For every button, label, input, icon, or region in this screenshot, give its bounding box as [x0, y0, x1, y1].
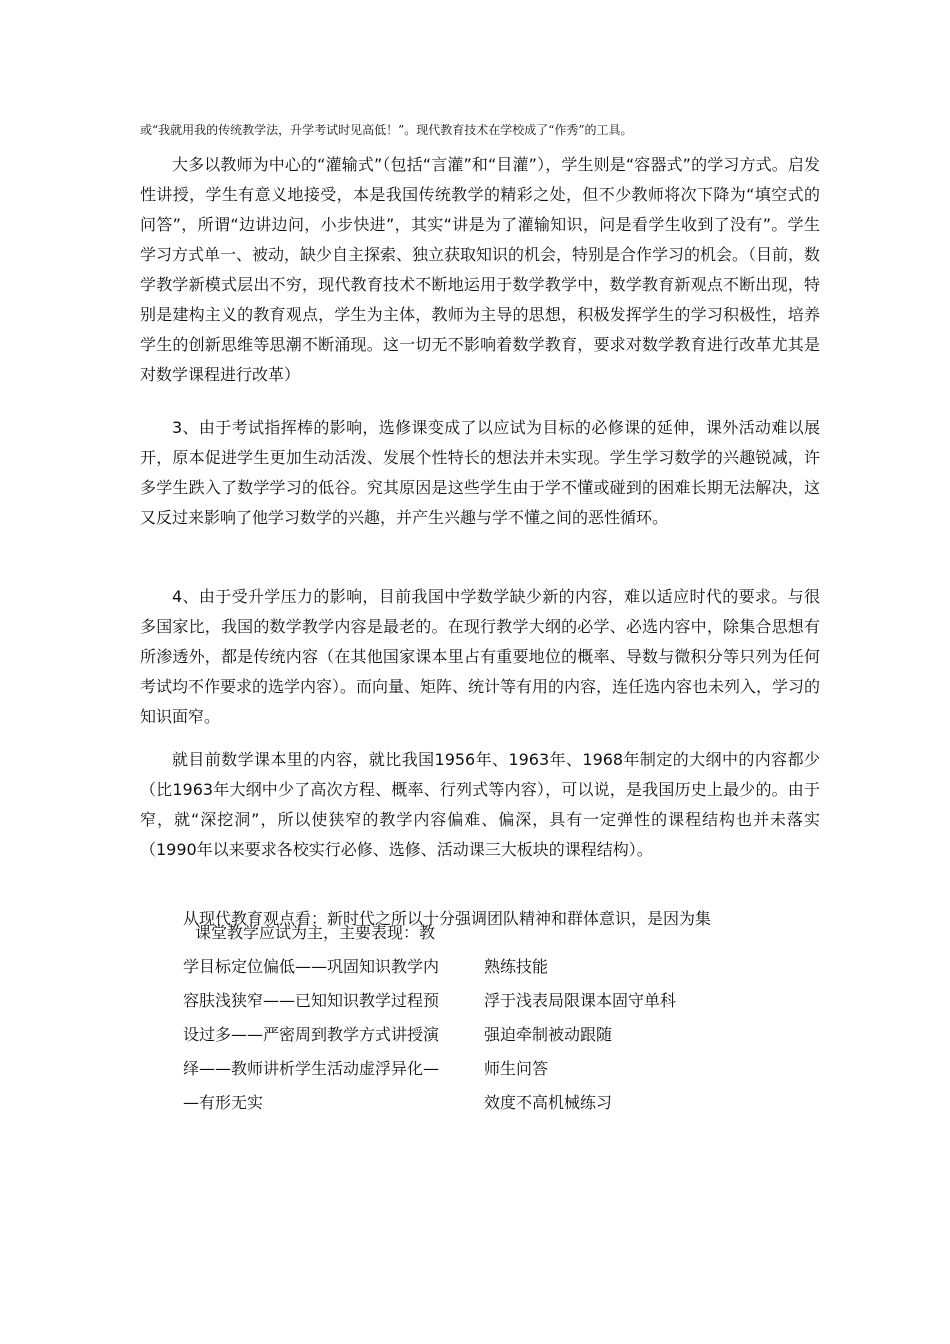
right-column-line: 熟练技能: [484, 957, 549, 976]
left-column-line: 学目标定位偏低——巩固知识教学内: [183, 957, 440, 976]
paragraph-content-narrow: 就目前数学课本里的内容，就比我国1956年、1963年、1968年制定的大纲中的内容都少（比1963年大纲中少了高次方程、概率、行列式等内容），可以说，是我国历史上最少的。由于窄，就“深挖洞”，所以使狭窄的教学内容偏难、偏深，具有一定弹性的课程结构也并未落实（1990年以来要求各校实行必修、选修、活动课三大板块的课程结构）。: [140, 750, 820, 859]
left-column-line: —有形无实: [183, 1093, 264, 1112]
paragraph-teaching-methods: 大多以教师为中心的“灌输式”（包括“言灌”和“目灌”），学生则是“容器式”的学习方式。启发性讲授，学生有意义地接受，本是我国传统教学的精彩之处，但不少教师将次下降为“填空式的问答”，所谓“边讲边问，小步快进”，其实“讲是为了灌输知识，问是看学生收到了没有”。学生学习方式单一、被动，缺少自主探索、独立获取知识的机会，特别是合作学习的机会。（目前，数学教学新模式层出不穷，现代教育技术不断地运用于数学教学中，数学教育新观点不断出现，特别是建构主义的教育观点，学生为主体，教师为主导的思想，积极发挥学生的学习积极性，培养学生的创新思维等思潮不断涌现。这一切无不影响着数学教育，要求对数学教育进行改革尤其是对数学课程进行改革）: [140, 155, 821, 384]
overlap-line-classroom: 课堂教学应试为主，主要表现：教: [195, 923, 436, 942]
paragraph-exam-influence: 3、由于考试指挥棒的影响，选修课变成了以应试为目标的必修课的延伸，课外活动难以展开，原本促进学生更加生动活泼、发展个性特长的想法并未实现。学生学习数学的兴趣锐减，许多学生跌入了数学学习的低谷。究其原因是这些学生由于学不懂或碰到的困难长期无法解决，这又反过来影响了他学习数学的兴趣，并产生兴趣与学不懂之间的恶性循环。: [140, 418, 820, 527]
left-column-line: 容肤浅狭窄——已知知识教学过程预: [183, 991, 440, 1010]
right-column-line: 效度不高机械练习: [484, 1093, 613, 1112]
right-column-line: 强迫牵制被动跟随: [484, 1025, 613, 1044]
overlap-line-modern-view: 从现代教育观点看：新时代之所以十分强调团队精神和群体意识，是因为集: [183, 909, 712, 928]
left-column: [183, 950, 473, 1120]
right-column-line: 浮于浅表局限课本固守单科: [484, 991, 677, 1010]
top-line-text: 或“我就用我的传统教学法，升学考试时见高低！”。现代教育技术在学校成了“作秀”的工具。: [140, 123, 633, 137]
paragraph-content-outdated: 4、由于受升学压力的影响，目前我国中学数学缺少新的内容，难以适应时代的要求。与很多国家比，我国的数学教学内容是最老的。在现行教学大纲的必学、必选内容中，除集合思想有所渗透外，都是传统内容（在其他国家课本里占有重要地位的概率、导数与微积分等只列为任何考试均不作要求的选学内容）。而向量、矩阵、统计等有用的内容，连任选内容也未列入，学习的知识面窄。: [140, 587, 821, 726]
left-column-line: 设过多——严密周到教学方式讲授演: [183, 1025, 440, 1044]
right-column: [484, 950, 784, 1120]
right-column-line: 师生问答: [484, 1059, 549, 1078]
left-column-line: 绎——教师讲析学生活动虚浮异化—: [183, 1059, 440, 1078]
